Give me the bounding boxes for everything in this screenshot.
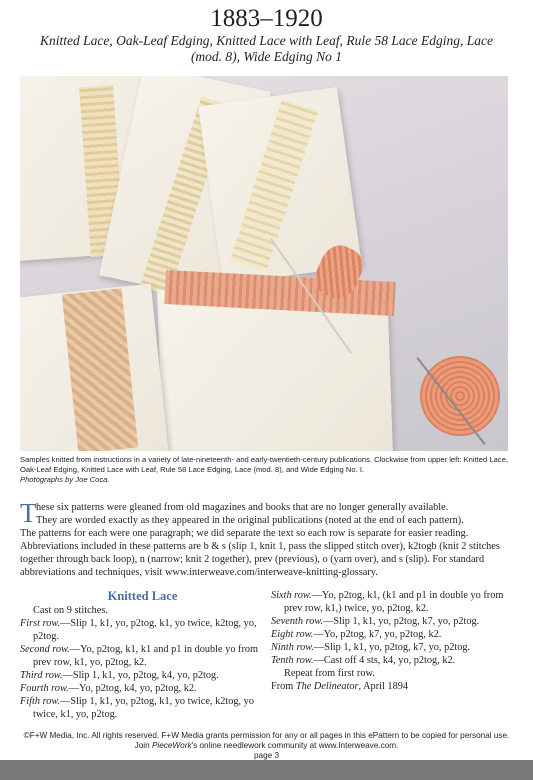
pattern-heading: Knitted Lace	[107, 589, 178, 603]
source-line: From The Delineator, April 1894	[271, 681, 409, 692]
page-subtitle: Knitted Lace, Oak-Leaf Edging, Knitted Lace with Leaf, Rule 58 Lace Edging, Lace (mod. 8), Wide Edging No 1	[40, 33, 493, 64]
pattern-column-left	[20, 589, 265, 721]
bottom-bar	[0, 760, 533, 780]
intro-body: The patterns for each were one paragraph; we did separate the text so each row is separate for easier reading. Abbreviations included in these patterns are b & s (slip 1, knit 1, pass the slipped stitch over), k2togb (knit 2 stitches together through back loop), n (narrow; knit 2 together), prev (previous), o (yarn over), and s (slip). For standard abbreviations and techniques, visit www.interweave.com/interweave-knitting-glossary.	[20, 528, 500, 578]
pattern-row: Seventh row.—Slip 1, k1, yo, p2tog, k7, yo, p2tog.	[271, 616, 480, 627]
pattern-row: Second row.—Yo, p2tog, k1, k1 and p1 in double yo from prev row, k1, yo, p2tog, k2.	[20, 644, 259, 668]
photo-credit: Photographs by Joe Coca.	[20, 475, 110, 484]
pattern-row: First row.—Slip 1, k1, yo, p2tog, k1, yo twice, k2tog, yo, p2tog.	[20, 618, 257, 642]
pattern-row: Third row.—Slip 1, k1, yo, p2tog, k4, yo, p2tog.	[20, 670, 219, 681]
repeat-line: Repeat from first row.	[284, 668, 375, 679]
cast-on-line: Cast on 9 stitches.	[33, 605, 108, 616]
intro-line-1: hese six patterns were gleaned from old magazines and books that are no longer generally available.	[36, 502, 449, 513]
pattern-row: Fifth row.—Slip 1, k1, yo, p2tog, k1, yo twice, k2tog, yo twice, k1, yo, p2tog.	[20, 696, 254, 720]
copyright-notice: ©F+W Media, Inc. All rights reserved. F+W Media grants permission for any or all pages in this ePattern to be copied for personal use.	[23, 731, 510, 740]
pattern-row: Ninth row.—Slip 1, k1, yo, p2tog, k7, yo, p2tog.	[271, 642, 471, 653]
drop-cap: T	[20, 498, 37, 528]
pattern-column-right	[271, 589, 516, 693]
intro-line-2: They are worded exactly as they appeared in the original publications (noted at the end of each pattern).	[36, 515, 464, 526]
pattern-row: Sixth row.—Yo, p2tog, k1, (k1 and p1 in double yo from prev row, k1,) twice, yo, p2tog, k2.	[271, 590, 504, 614]
intro-paragraph	[20, 498, 512, 579]
community-line: Join PieceWork's online needlework community at www.Interweave.com.	[134, 741, 399, 750]
page-footer	[0, 731, 533, 761]
pattern-row: Tenth row.—Cast off 4 sts, k4, yo, p2tog, k2.	[271, 655, 456, 666]
lace-samples-photo	[20, 76, 508, 451]
page-number: page 3	[253, 751, 280, 760]
pattern-row: Eight row.—Yo, p2tog, k7, yo, p2tog, k2.	[271, 629, 442, 640]
pattern-row: Fourth row.—Yo, p2tog, k4, yo, p2tog, k2.	[20, 683, 197, 694]
page-title: 1883–1920	[210, 5, 323, 32]
photo-caption	[20, 455, 510, 485]
caption-text: Samples knitted from instructions in a variety of late-nineteenth- and early-twentieth-century publications. Clockwise from upper left: Knitted Lace, Oak-Leaf Edging, Knitted Lace with Leaf, Rule 58 Lace Edging, Lace (mod. 8), and Wide Edging No. I.	[20, 455, 508, 474]
